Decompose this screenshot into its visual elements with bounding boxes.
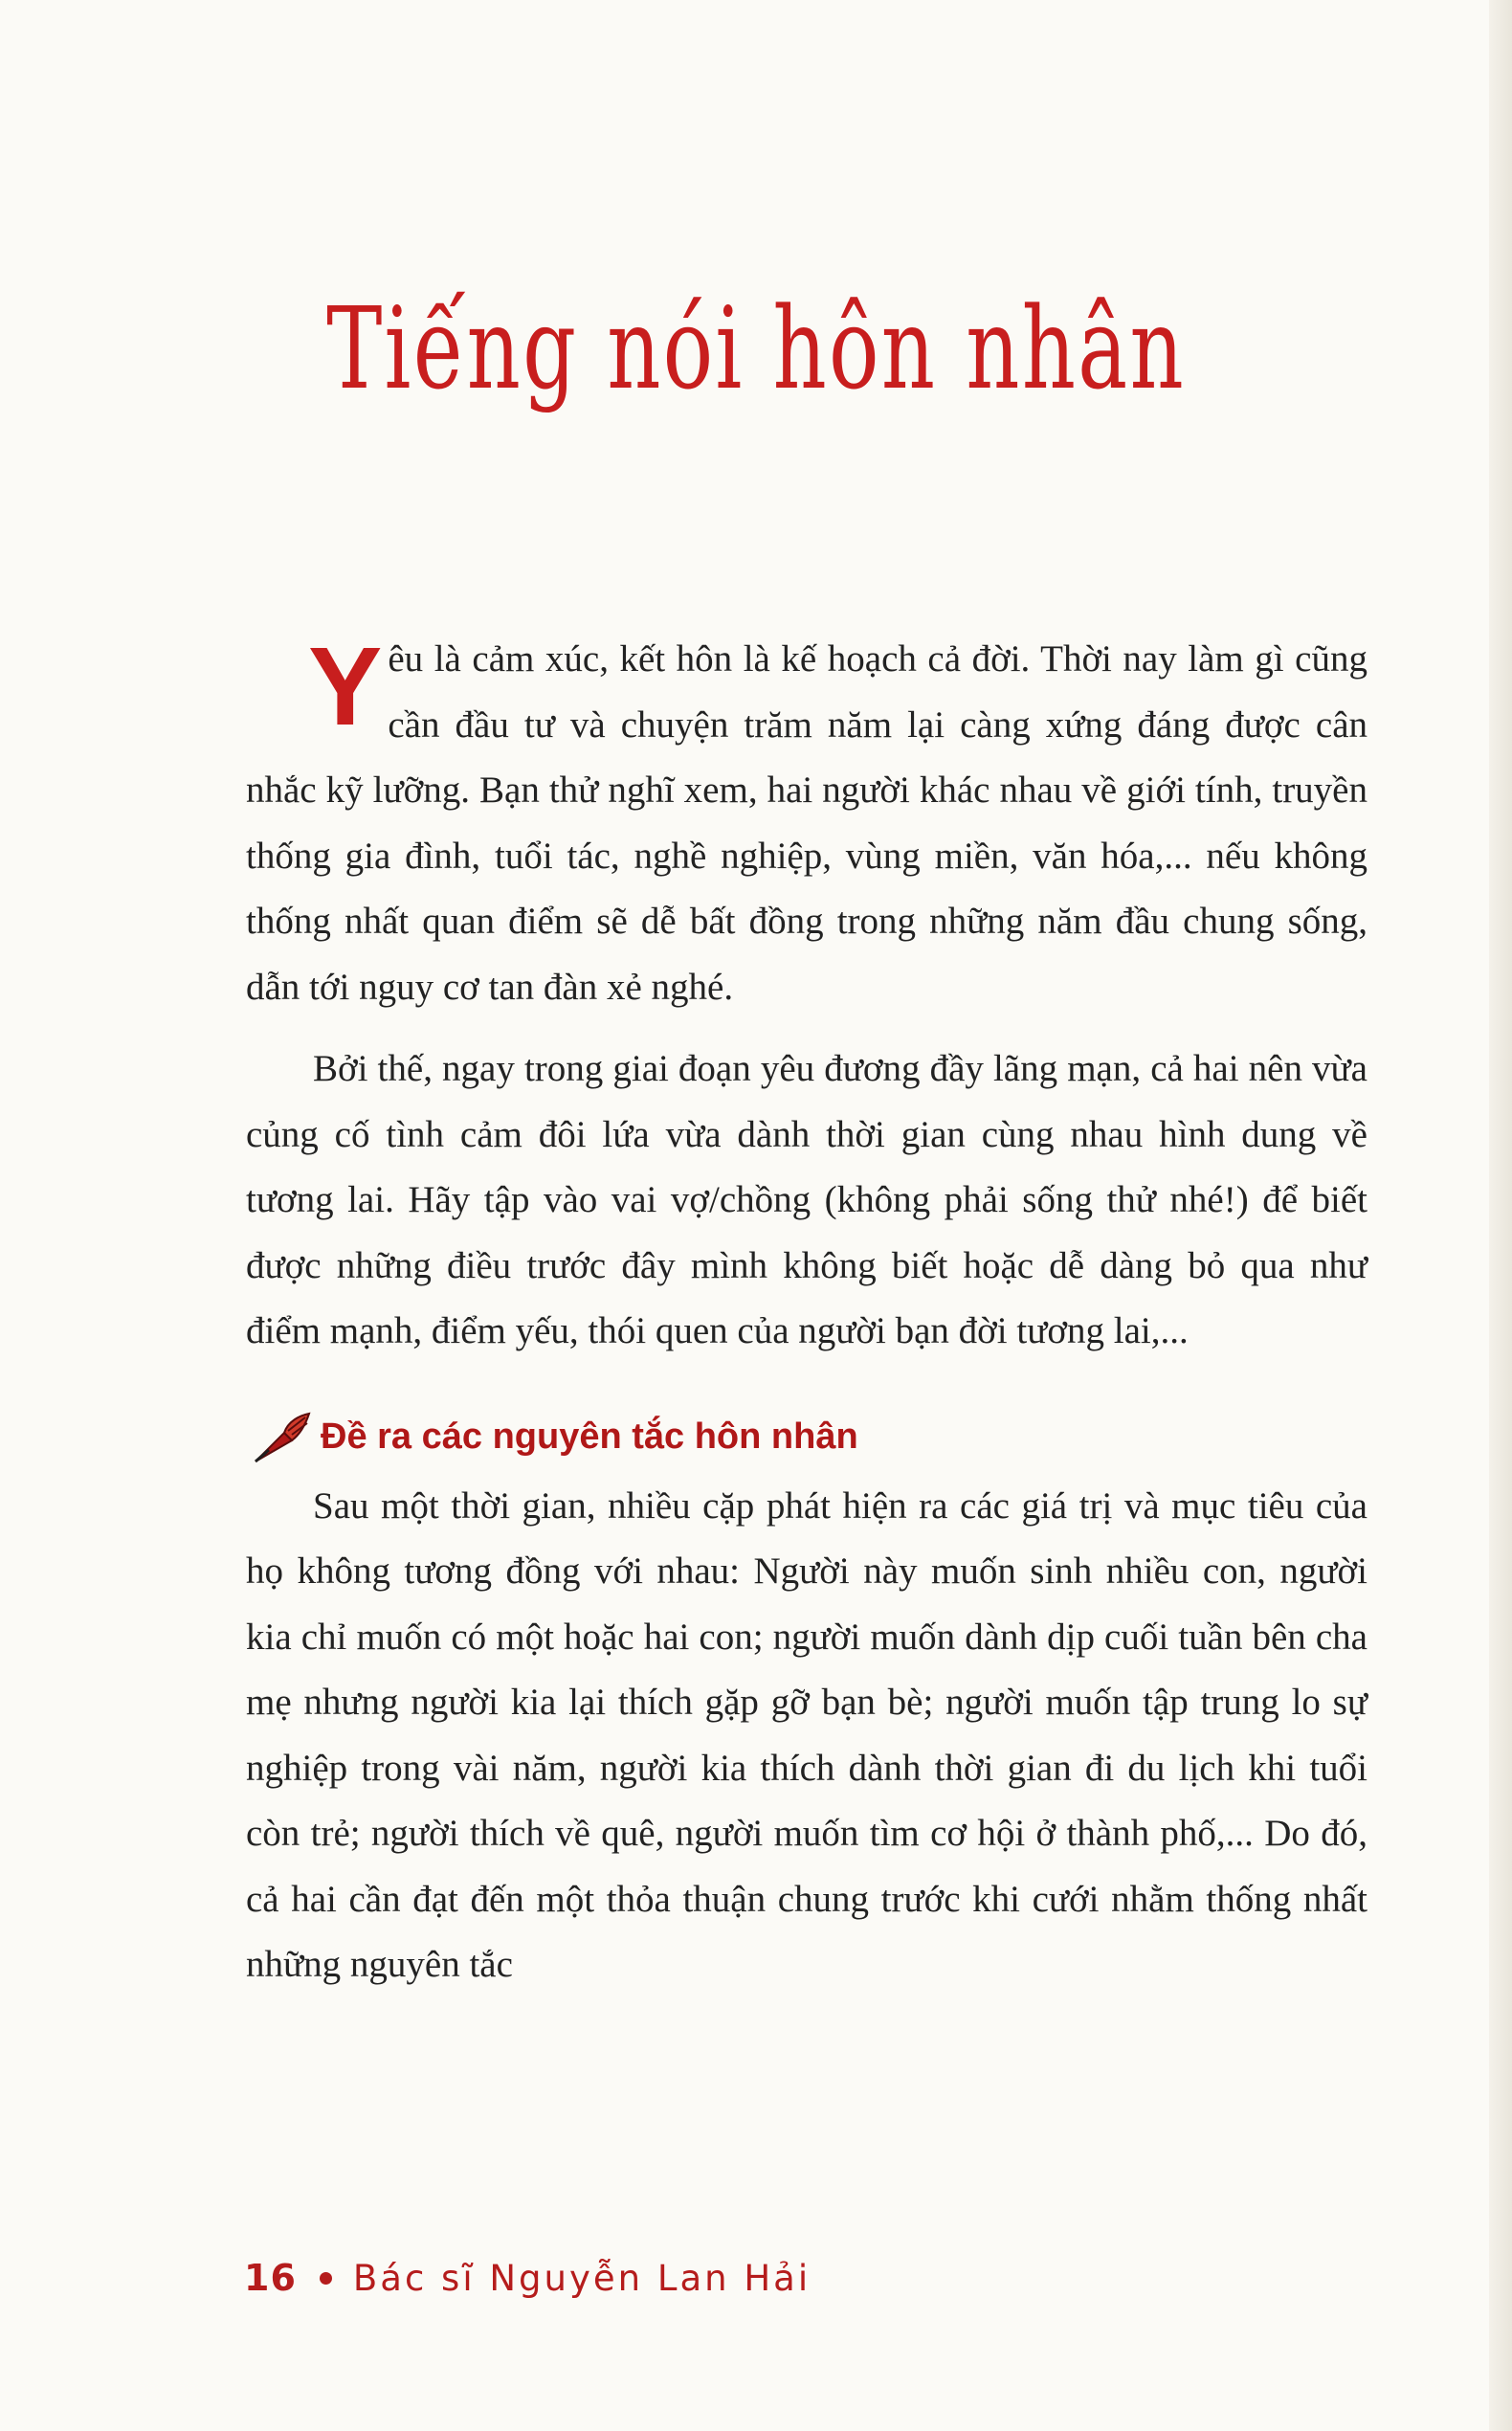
footer-bullet [320, 2272, 332, 2285]
page-content [246, 624, 1367, 1998]
page-edge [1489, 0, 1512, 2431]
section-paragraph: Sau một thời gian, nhiều cặp phát hiện ra các giá trị và mục tiêu của họ không tương đồng với nhau: Người này muốn sinh nhiều con, người kia chỉ muốn có một hoặc hai con; người muốn dành dịp cuối tuần bên cha mẹ nhưng người kia lại thích gặp gỡ bạn bè; người muốn tập trung lo sự nghiệp trong vài năm, người kia thích dành thời gian đi du lịch khi tuổi còn trẻ; người thích về quê, người muốn tìm cơ hội ở thành phố,... Do đó, cả hai cần đạt đến một thỏa thuận chung trước khi cưới nhằm thống nhất những nguyên tắc [246, 1484, 1367, 1985]
drop-cap: Y [308, 624, 383, 748]
intro-paragraph-2: Bởi thế, ngay trong giai đoạn yêu đương đầy lãng mạn, cả hai nên vừa củng cố tình cảm đôi lứa vừa dành thời gian cùng nhau hình dung về tương lai. Hãy tập vào vai vợ/chồng (không phải sống thử nhé!) để biết được những điều trước đây mình không biết hoặc dễ dàng bỏ qua như điểm mạnh, điểm yếu, thói quen của người bạn đời tương lai,... [246, 1048, 1367, 1351]
page-number: 16 [244, 2257, 297, 2299]
page-footer [244, 2257, 811, 2299]
chapter-title: Tiếng nói hôn nhân [326, 282, 1186, 414]
footer-author: Bác sĩ Nguyễn Lan Hải [352, 2257, 812, 2299]
intro-paragraph-1 [246, 624, 1367, 1020]
intro-paragraph-1-text: êu là cảm xúc, kết hôn là kế hoạch cả đời. Thời nay làm gì cũng cần đầu tư và chuyện trăm năm lại càng xứng đáng được cân nhắc kỹ lưỡng. Bạn thử nghĩ xem, hai người khác nhau về giới tính, truyền thống gia đình, tuổi tác, nghề nghiệp, vùng miền, văn hóa,... nếu không thống nhất quan điểm sẽ dễ bất đồng trong những năm đầu chung sống, dẫn tới nguy cơ tan đàn xẻ nghé. [246, 638, 1367, 1008]
section-heading [246, 1404, 1367, 1469]
pen-nib-icon [250, 1408, 317, 1465]
section-heading-text: Đề ra các nguyên tắc hôn nhân [321, 1416, 858, 1457]
